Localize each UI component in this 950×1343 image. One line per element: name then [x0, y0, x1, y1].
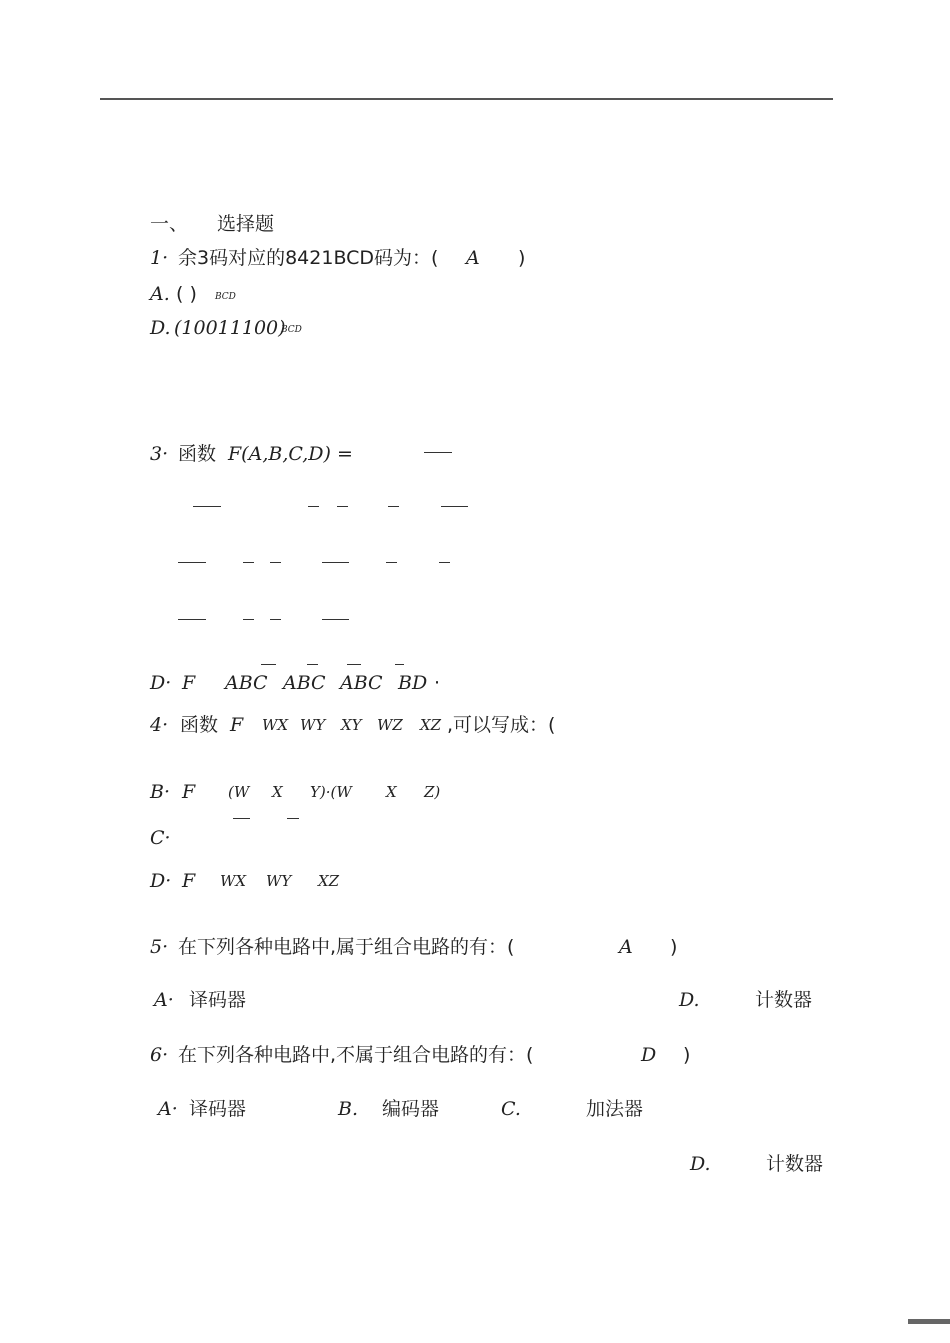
overbar-mark [441, 506, 468, 507]
q4-f: F [230, 714, 244, 736]
q4-option-d-f: F [182, 870, 196, 892]
overbar-mark [261, 664, 276, 665]
q1-close: ) [518, 247, 526, 269]
q4-option-b-label: B· [150, 781, 171, 803]
q4-term: XY [341, 716, 362, 734]
q6-option-d-text: 计数器 [766, 1153, 824, 1175]
q6-option-d-label: D. [690, 1153, 711, 1175]
q1-option-a-label: A. [150, 283, 170, 305]
section-number: 一、 [150, 213, 189, 235]
q6-option-a-label: A· [158, 1098, 178, 1120]
q4-option-b-part: Z) [424, 783, 441, 801]
q4-option-b-part: (W [228, 783, 250, 801]
q3-option-d-term: ABC [225, 672, 268, 694]
q4-term: WY [300, 716, 326, 734]
overbar-mark [386, 562, 397, 563]
overbar-mark [424, 452, 452, 453]
q6-answer: D [641, 1044, 657, 1066]
q1-text: 余3码对应的8421BCD码为：( [178, 247, 439, 269]
q4-option-d-term: XZ [318, 872, 340, 890]
q5-option-d-text: 计数器 [755, 989, 813, 1011]
overbar-mark [337, 506, 348, 507]
overbar-mark [178, 562, 206, 563]
q4-option-b-f: F [182, 781, 196, 803]
q4-option-b-part: Y)·(W [310, 783, 352, 801]
q4-term: XZ [420, 716, 442, 734]
q1-option-a-value: ( ) [176, 283, 197, 305]
overbar-mark [243, 619, 254, 620]
q3-option-d-f: F [182, 672, 196, 694]
q6-number: 6· [150, 1044, 169, 1066]
q6-option-b-text: 编码器 [382, 1098, 440, 1120]
q5-answer: A [619, 936, 633, 958]
overbar-mark [193, 506, 221, 507]
q4-suffix: ,可以写成：( [447, 714, 556, 736]
q1-option-a-subscript: BCD [215, 292, 236, 302]
section-title: 选择题 [217, 213, 275, 235]
q6-option-b-label: B. [338, 1098, 359, 1120]
q4-term: WZ [377, 716, 403, 734]
q6-option-c-text: 加法器 [586, 1098, 644, 1120]
overbar-mark [178, 619, 206, 620]
overbar-mark [347, 664, 361, 665]
q3-option-d-end: · [434, 672, 441, 694]
q4-option-b-part: X [386, 783, 397, 801]
q5-option-a-text: 译码器 [189, 989, 247, 1011]
q6-option-c-label: C. [501, 1098, 521, 1120]
q5-close: ) [670, 936, 678, 958]
q3-expression: F(A,B,C,D) = [228, 443, 353, 465]
q3-option-d-term: ABC [283, 672, 326, 694]
q1-answer: A [466, 247, 480, 269]
q5-number: 5· [150, 936, 169, 958]
q3-number: 3· [150, 443, 169, 465]
q6-close: ) [683, 1044, 691, 1066]
overbar-mark [270, 619, 281, 620]
q5-option-d-label: D. [679, 989, 700, 1011]
overbar-mark [322, 619, 349, 620]
q4-option-c-label: C· [150, 827, 171, 849]
overbar-mark [395, 664, 404, 665]
q1-option-d-label: D. [150, 317, 171, 339]
overbar-mark [388, 506, 399, 507]
overbar-mark [439, 562, 450, 563]
q4-text: 函数 [180, 714, 219, 736]
q1-option-d-subscript: BCD [281, 325, 302, 335]
q3-option-d-term: ABC [340, 672, 383, 694]
q4-option-d-term: WY [266, 872, 292, 890]
q4-number: 4· [150, 714, 169, 736]
overbar-mark [270, 562, 281, 563]
overbar-mark [322, 562, 349, 563]
overbar-mark [243, 562, 254, 563]
q4-option-d-term: WX [220, 872, 247, 890]
header-rule [100, 98, 833, 100]
q4-option-b-part: X [272, 783, 283, 801]
q3-text: 函数 [178, 443, 217, 465]
q6-option-a-text: 译码器 [189, 1098, 247, 1120]
q1-number: 1· [150, 247, 169, 269]
q6-text: 在下列各种电路中,不属于组合电路的有：( [178, 1044, 534, 1066]
q3-option-d-term: BD [398, 672, 428, 694]
q4-option-d-label: D· [150, 870, 172, 892]
q1-option-d-value: (10011100) [174, 317, 286, 339]
overbar-mark [307, 664, 318, 665]
q5-option-a-label: A· [154, 989, 174, 1011]
overbar-mark [233, 818, 250, 819]
q4-term: WX [262, 716, 289, 734]
overbar-mark [287, 818, 299, 819]
q3-option-d-label: D· [150, 672, 172, 694]
overbar-mark [308, 506, 319, 507]
q5-text: 在下列各种电路中,属于组合电路的有：( [178, 936, 515, 958]
page-corner-mark [908, 1319, 950, 1324]
